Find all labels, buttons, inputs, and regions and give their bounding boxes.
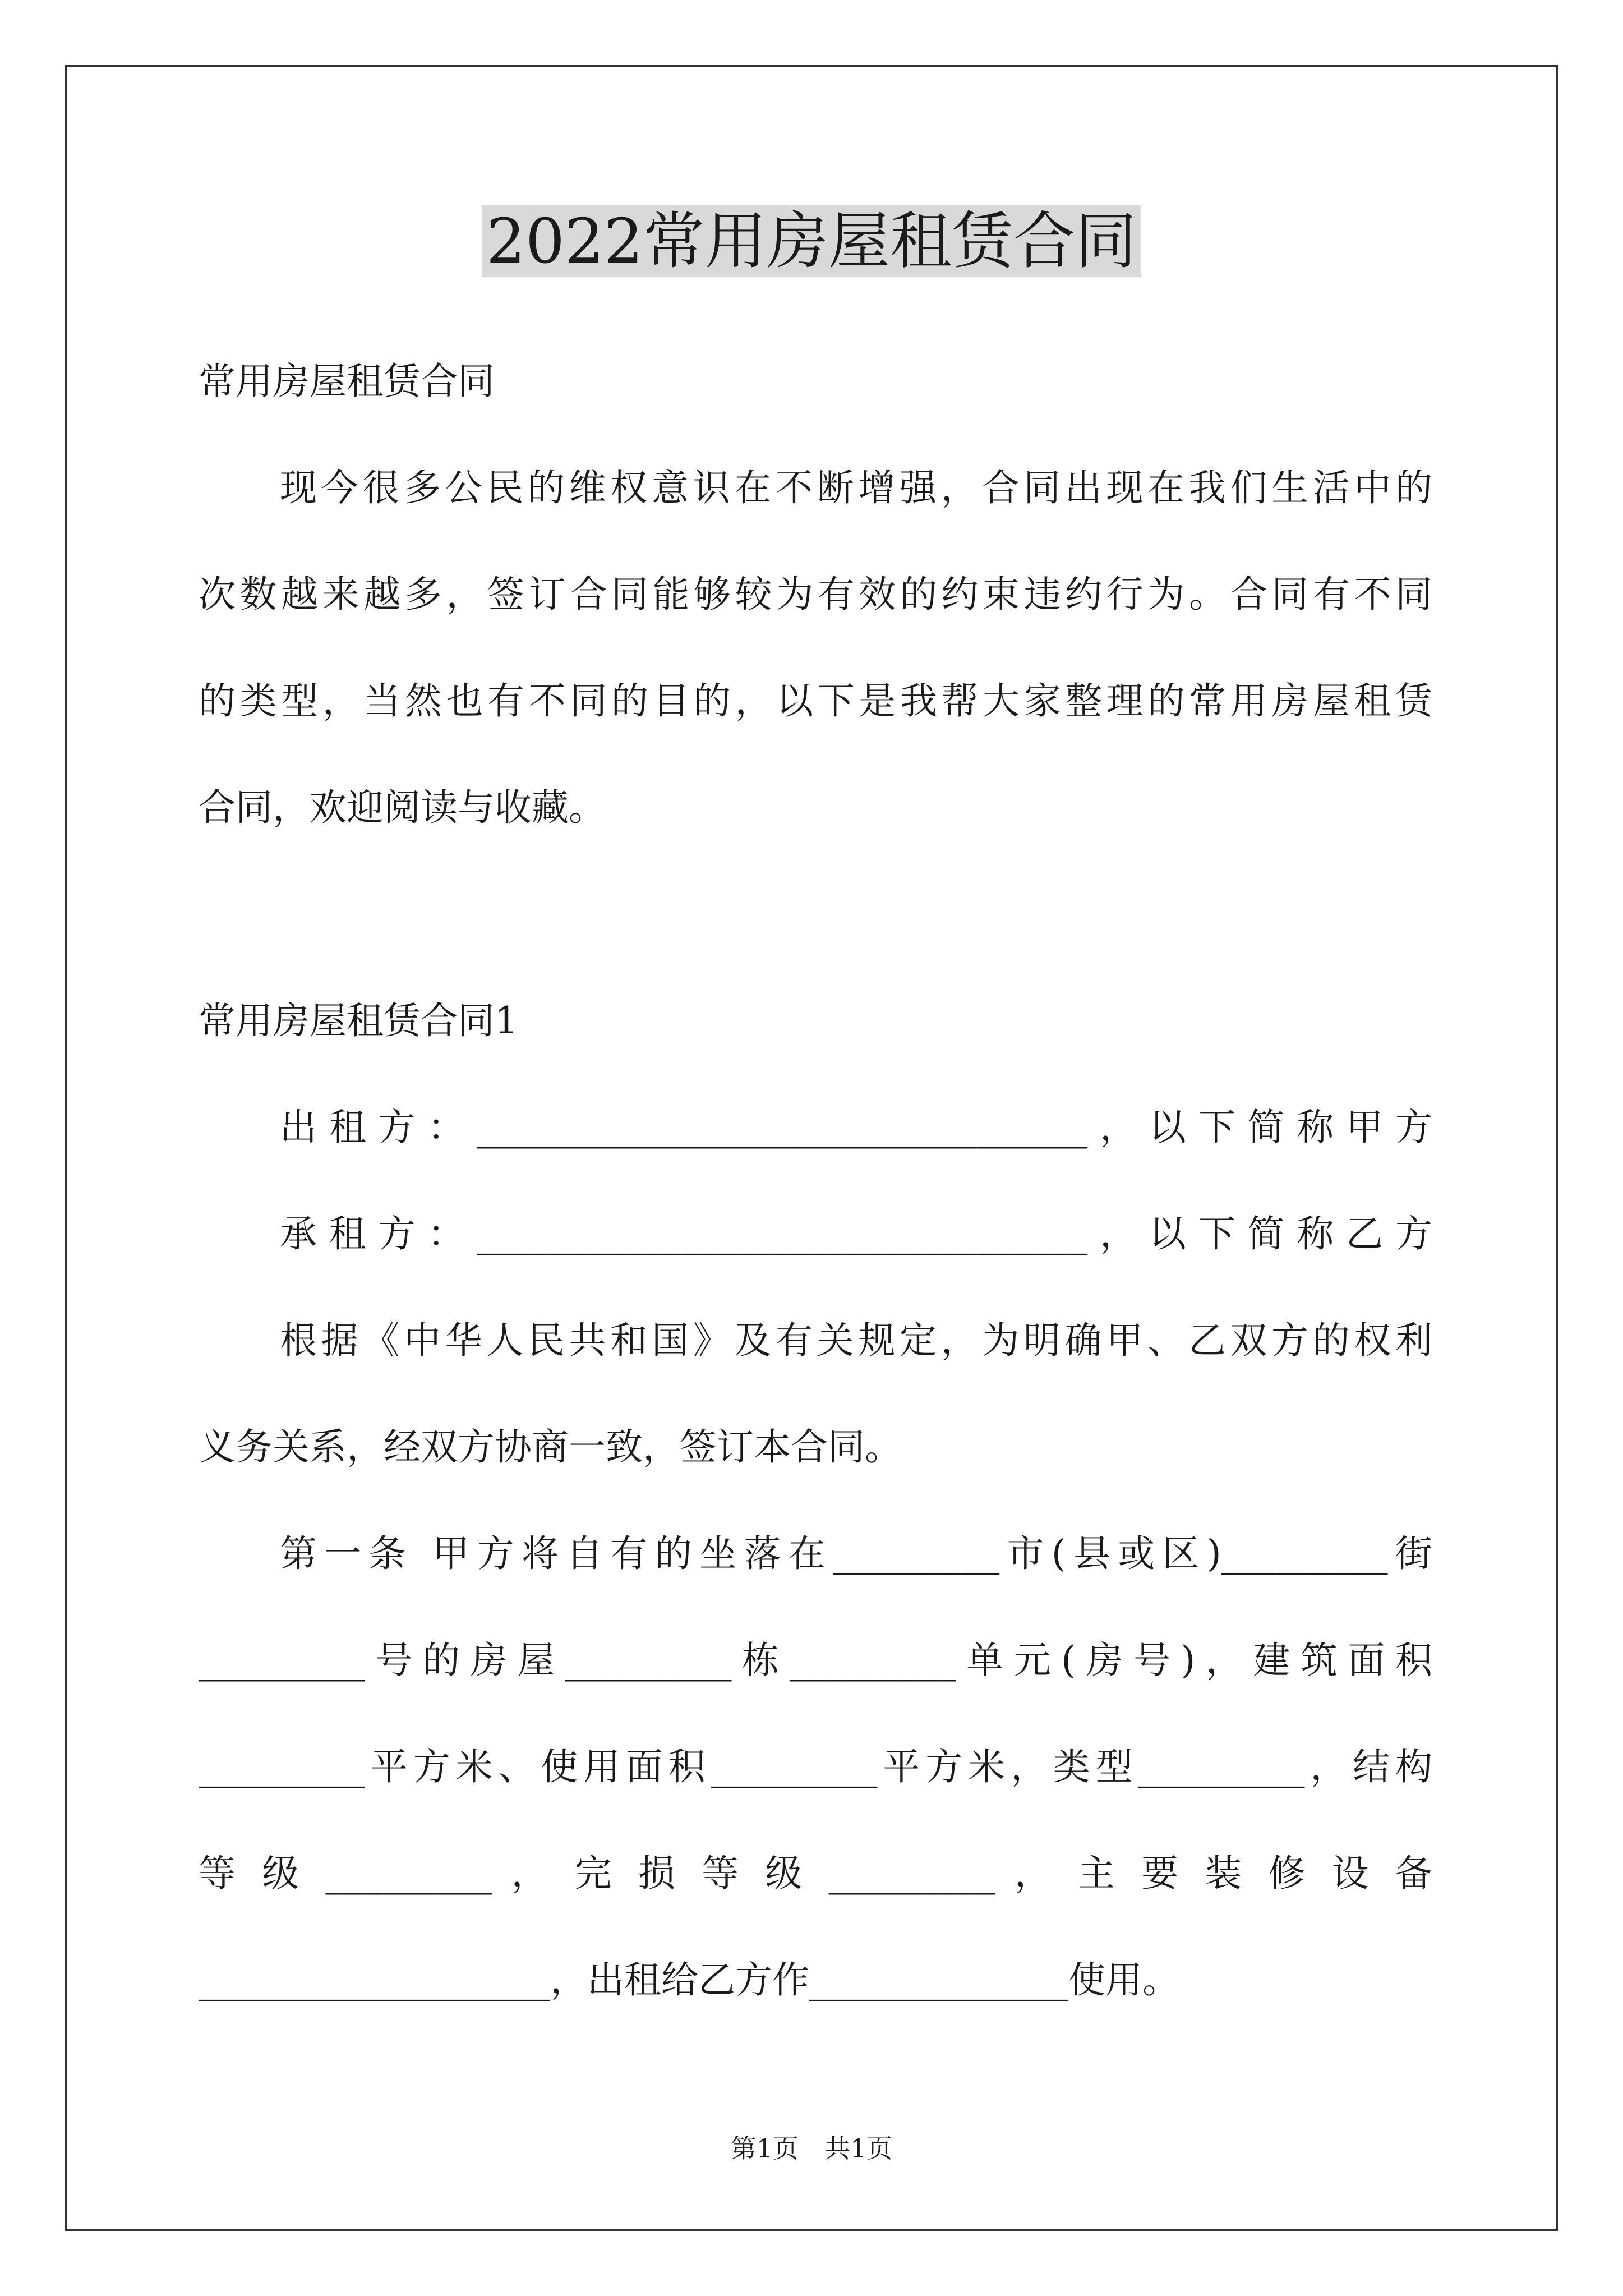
basis-line-2: 义务关系，经双方协商一致，签订本合同。 [199, 1425, 902, 1469]
intro-line-3: 的类型，当然也有不同的目的，以下是我帮大家整理的常用房屋租赁 [199, 679, 1432, 723]
intro-line-2: 次数越来越多，签订合同能够较为有效的约束违约行为。合同有不同 [199, 573, 1432, 616]
lessee-line: 承租方：_________________________________，以下简称乙方 [280, 1212, 1432, 1255]
section-heading: 常用房屋租赁合同1 [199, 999, 518, 1042]
lessor-line: 出租方：_________________________________，以下简称甲方 [280, 1106, 1432, 1149]
document-title: 2022常用房屋租赁合同 [0, 199, 1623, 283]
article1-line-3: _________平方米、使用面积_________平方米，类型_________，结构 [199, 1745, 1432, 1788]
article1-line-5: ___________________，出租给乙方作______________使用。 [199, 1958, 1179, 2001]
intro-line-1: 现今很多公民的维权意识在不断增强，合同出现在我们生活中的 [280, 466, 1432, 509]
basis-line-1: 根据《中华人民共和国》及有关规定，为明确甲、乙双方的权利 [280, 1319, 1432, 1362]
page-footer: 第1页 共1页 [730, 2133, 893, 2164]
intro-heading: 常用房屋租赁合同 [199, 360, 495, 403]
article1-line-2: _________号的房屋_________栋_________单元(房号)，建筑面积 [199, 1639, 1432, 1682]
article1-line-4: 等 级 _________ ， 完 损 等 级 _________ ， 主 要 装 修 设 备 [199, 1852, 1432, 1895]
intro-line-4: 合同，欢迎阅读与收藏。 [199, 786, 606, 829]
article1-line-1: 第一条 甲方将自有的坐落在_________市(县或区)_________街 [280, 1532, 1432, 1575]
